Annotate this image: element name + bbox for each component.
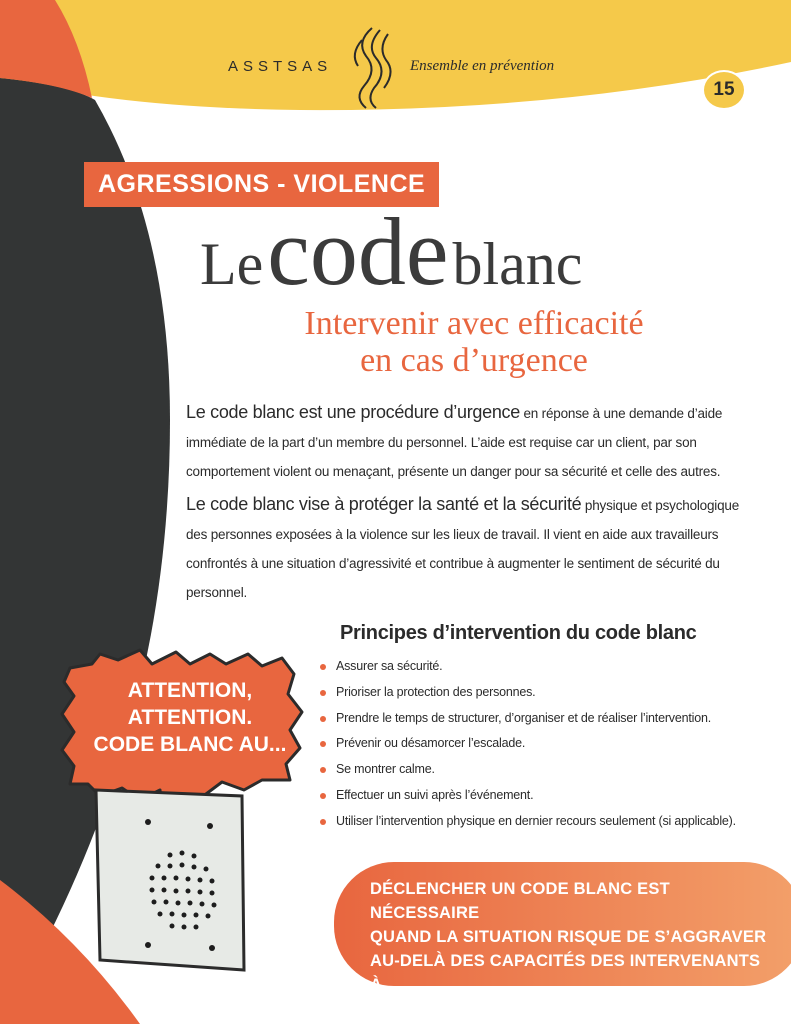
title-word-code: code — [267, 198, 449, 305]
category-tag: AGRESSIONS - VIOLENCE — [84, 162, 439, 207]
intro-lead-1: Le code blanc est une procédure d’urgence — [186, 402, 520, 422]
list-item: Utiliser l’intervention physique en dernier recours seulement (si applicable). — [318, 809, 736, 835]
intro-paragraph-2 — [186, 490, 756, 607]
page-subtitle — [200, 305, 748, 379]
callout-line-1: DÉCLENCHER UN CODE BLANC EST NÉCESSAIRE — [370, 880, 670, 922]
brand-name: ASSTSAS — [228, 58, 333, 75]
intro-paragraph-1 — [186, 398, 756, 486]
bubble-line-2: ATTENTION. — [127, 706, 253, 729]
principles-heading: Principes d’intervention du code blanc — [340, 622, 697, 644]
title-word-blanc: blanc — [452, 231, 583, 297]
intro-body-1: en réponse à une demande d’aide immédiate de la part d’un membre du personnel. L’aide est requise car un client, par son comportement violent ou menaçant, présente un danger pour sa sécurité et celle des autres. — [186, 406, 723, 479]
callout-text — [370, 877, 770, 1021]
speaker-panel — [96, 790, 244, 970]
callout-line-4: LA GÉRER EN TOUTE SÉCURITÉ — [370, 1000, 636, 1018]
bullet-icon — [320, 664, 326, 670]
bullet-icon — [320, 767, 326, 773]
brand-tagline: Ensemble en prévention — [410, 58, 555, 74]
bullet-icon — [320, 819, 326, 825]
callout-line-2: QUAND LA SITUATION RISQUE DE S’AGGRAVER — [370, 928, 767, 946]
bubble-line-3: CODE BLANC AU... — [93, 733, 287, 756]
bullet-icon — [320, 793, 326, 799]
bubble-line-1: ATTENTION, — [127, 679, 253, 702]
title-word-le: Le — [200, 231, 264, 297]
principles-list — [318, 654, 736, 835]
list-item: Effectuer un suivi après l’événement. — [318, 783, 736, 809]
bullet-icon — [320, 716, 326, 722]
subtitle-line-1: Intervenir avec efficacité — [304, 305, 644, 342]
list-item: Prévenir ou désamorcer l’escalade. — [318, 731, 736, 757]
page-number: 15 — [702, 70, 746, 110]
intro-lead-2: Le code blanc vise à protéger la santé et la sécurité — [186, 494, 582, 514]
list-item: Se montrer calme. — [318, 757, 736, 783]
list-item: Prendre le temps de structurer, d’organiser et de réaliser l’intervention. — [318, 706, 736, 732]
list-item: Assurer sa sécurité. — [318, 654, 736, 680]
page-title — [200, 196, 582, 307]
callout-line-3: AU-DELÀ DES CAPACITÉS DES INTERVENANTS À — [370, 952, 761, 994]
bullet-icon — [320, 741, 326, 747]
bullet-icon — [320, 690, 326, 696]
speech-bubble-text — [70, 677, 310, 758]
subtitle-line-2: en cas d’urgence — [360, 342, 588, 379]
list-item: Prioriser la protection des personnes. — [318, 680, 736, 706]
intro-body-2: physique et psychologique des personnes exposées à la violence sur les lieux de travail. Il vient en aide aux travailleurs confrontés à une situation d’agressivité et contribue à augmenter le sentiment de sécurité du personnel. — [186, 498, 740, 600]
